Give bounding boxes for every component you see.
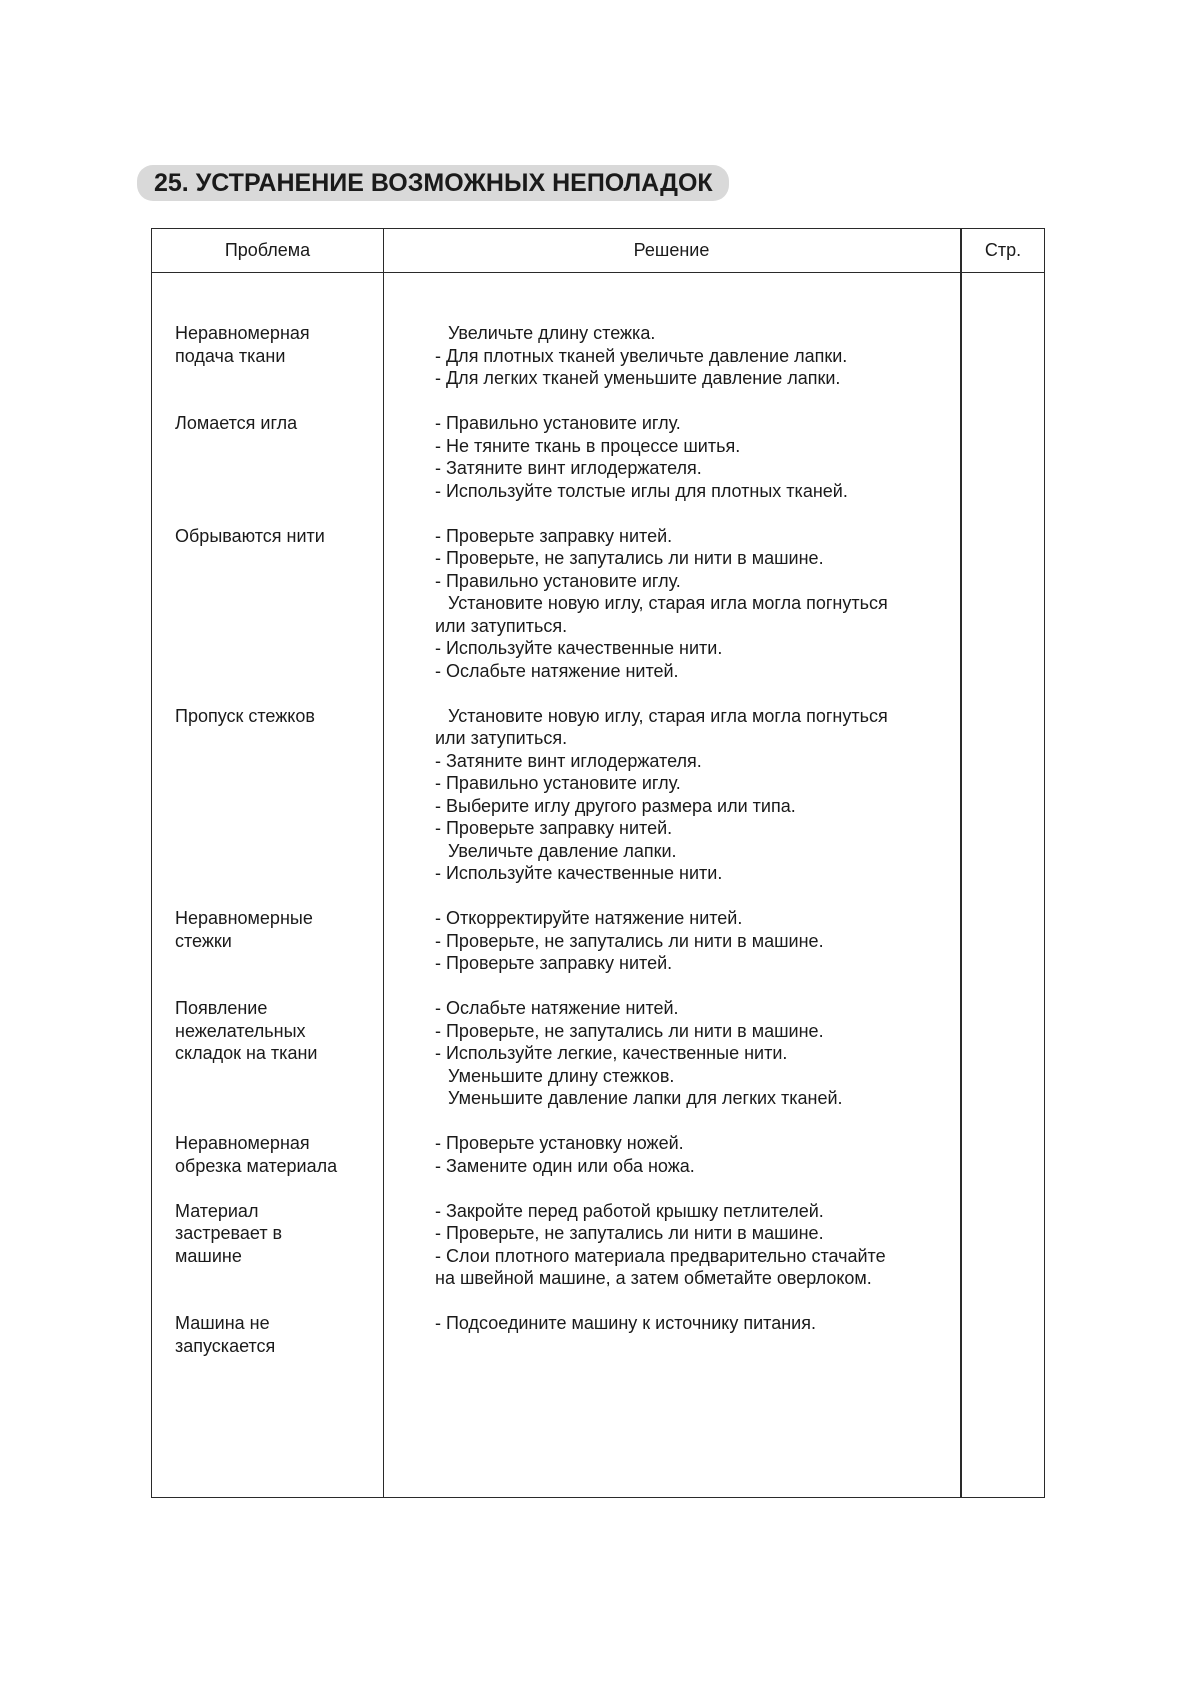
solution-line: - Используйте качественные нити. (435, 863, 723, 883)
solution-line: - Ослабьте натяжение нитей. (435, 660, 679, 681)
solution-cell (383, 1312, 960, 1357)
page-cell (960, 997, 1046, 1110)
solution-line: или затупиться. (435, 728, 568, 748)
table-row (152, 1132, 1046, 1177)
page-cell (960, 1200, 1046, 1290)
solution-line: на швейной машине, а затем обметайте оверлоком. (435, 1268, 872, 1288)
problem-cell (152, 1132, 383, 1177)
solution-line: - Проверьте установку ножей. (435, 1133, 684, 1153)
table-row (152, 907, 1046, 975)
solution-cell (383, 907, 960, 975)
solution-line: - Замените один или оба ножа. (435, 1155, 695, 1176)
problem-text: Неравномерная (175, 323, 310, 343)
section-title-banner (137, 165, 729, 201)
table-row (152, 705, 1046, 885)
problem-text: стежки (175, 930, 232, 951)
solution-cell (383, 1132, 960, 1177)
solution-line: - Проверьте, не запутались ли нити в машине. (435, 1020, 824, 1041)
table-row (152, 1312, 1046, 1357)
table-row (152, 997, 1046, 1110)
page-title: 25. УСТРАНЕНИЕ ВОЗМОЖНЫХ НЕПОЛАДОК (154, 168, 713, 197)
solution-line: Установите новую иглу, старая игла могла погнуться (448, 705, 888, 726)
header-solution: Решение (633, 240, 710, 260)
solution-cell (383, 1200, 960, 1290)
solution-line: - Используйте толстые иглы для плотных тканей. (435, 480, 848, 501)
table-row (152, 1200, 1046, 1290)
solution-cell (383, 997, 960, 1110)
solution-line: - Выберите иглу другого размера или типа. (435, 795, 796, 816)
problem-cell (152, 907, 383, 975)
problem-cell (152, 1200, 383, 1290)
solution-cell (383, 322, 960, 390)
solution-line: Увеличьте давление лапки. (448, 840, 677, 861)
solution-line: - Используйте легкие, качественные нити. (435, 1043, 788, 1063)
solution-line: Увеличьте длину стежка. (448, 323, 656, 343)
solution-line: - Ослабьте натяжение нитей. (435, 998, 679, 1018)
table-body (152, 322, 1046, 1380)
solution-line: - Правильно установите иглу. (435, 413, 681, 433)
table-row (152, 322, 1046, 390)
problem-cell (152, 705, 383, 885)
solution-line: - Затяните винт иглодержателя. (435, 458, 702, 478)
problem-text: Пропуск стежков (175, 705, 315, 726)
problem-cell (152, 525, 383, 683)
problem-text: запускается (175, 1335, 276, 1356)
solution-line: - Не тяните ткань в процессе шитья. (435, 435, 741, 456)
problem-cell (152, 412, 383, 502)
solution-line: - Для легких тканей уменьшите давление лапки. (435, 368, 841, 388)
page-cell (960, 907, 1046, 975)
solution-line: - Правильно установите иглу. (435, 570, 681, 591)
problem-cell (152, 322, 383, 390)
solution-cell (383, 412, 960, 502)
solution-line: - Проверьте заправку нитей. (435, 953, 673, 973)
problem-cell (152, 997, 383, 1110)
problem-text: складок на ткани (175, 1043, 318, 1063)
problem-text: машине (175, 1245, 242, 1266)
solution-line: - Подсоедините машину к источнику питания. (435, 1313, 816, 1333)
problem-text: Машина не (175, 1313, 270, 1333)
problem-text: Неравномерная (175, 1133, 310, 1153)
problem-text: Неравномерные (175, 908, 313, 928)
problem-text: Появление (175, 998, 268, 1018)
solution-cell (383, 705, 960, 885)
solution-line: - Слои плотного материала предварительно стачайте (435, 1245, 886, 1266)
page-cell (960, 1312, 1046, 1357)
solution-line: - Проверьте, не запутались ли нити в машине. (435, 548, 824, 568)
solution-line: - Проверьте, не запутались ли нити в машине. (435, 1223, 824, 1243)
problem-text: обрезка материала (175, 1155, 338, 1176)
problem-text: Материал (175, 1200, 259, 1221)
header-problem: Проблема (224, 240, 311, 260)
solution-line: - Используйте качественные нити. (435, 638, 723, 658)
solution-line: - Правильно установите иглу. (435, 773, 681, 793)
page-cell (960, 322, 1046, 390)
solution-line: - Затяните винт иглодержателя. (435, 750, 702, 771)
header-page: Стр. (984, 240, 1022, 260)
problem-text: Обрываются нити (175, 525, 325, 546)
solution-line: - Закройте перед работой крышку петлителей. (435, 1200, 824, 1221)
solution-line: - Откорректируйте натяжение нитей. (435, 908, 743, 928)
problem-text: нежелательных (175, 1020, 306, 1041)
page-cell (960, 525, 1046, 683)
solution-line: Уменьшите давление лапки для легких тканей. (448, 1088, 843, 1108)
solution-cell (383, 525, 960, 683)
solution-line: или затупиться. (435, 615, 568, 636)
table-row (152, 412, 1046, 502)
table-row (152, 525, 1046, 683)
solution-line: Установите новую иглу, старая игла могла погнуться (448, 593, 888, 613)
solution-line: - Проверьте заправку нитей. (435, 525, 673, 546)
solution-line: - Проверьте, не запутались ли нити в машине. (435, 930, 824, 951)
page-cell (960, 705, 1046, 885)
problem-text: Ломается игла (175, 413, 298, 433)
page-cell (960, 1132, 1046, 1177)
page-cell (960, 412, 1046, 502)
problem-text: подача ткани (175, 345, 286, 366)
problem-text: застревает в (175, 1223, 283, 1243)
solution-line: - Для плотных тканей увеличьте давление лапки. (435, 345, 848, 366)
troubleshooting-table (151, 228, 1045, 1498)
solution-line: Уменьшите длину стежков. (448, 1065, 675, 1086)
header-divider (152, 272, 1044, 273)
problem-cell (152, 1312, 383, 1357)
solution-line: - Проверьте заправку нитей. (435, 818, 673, 838)
